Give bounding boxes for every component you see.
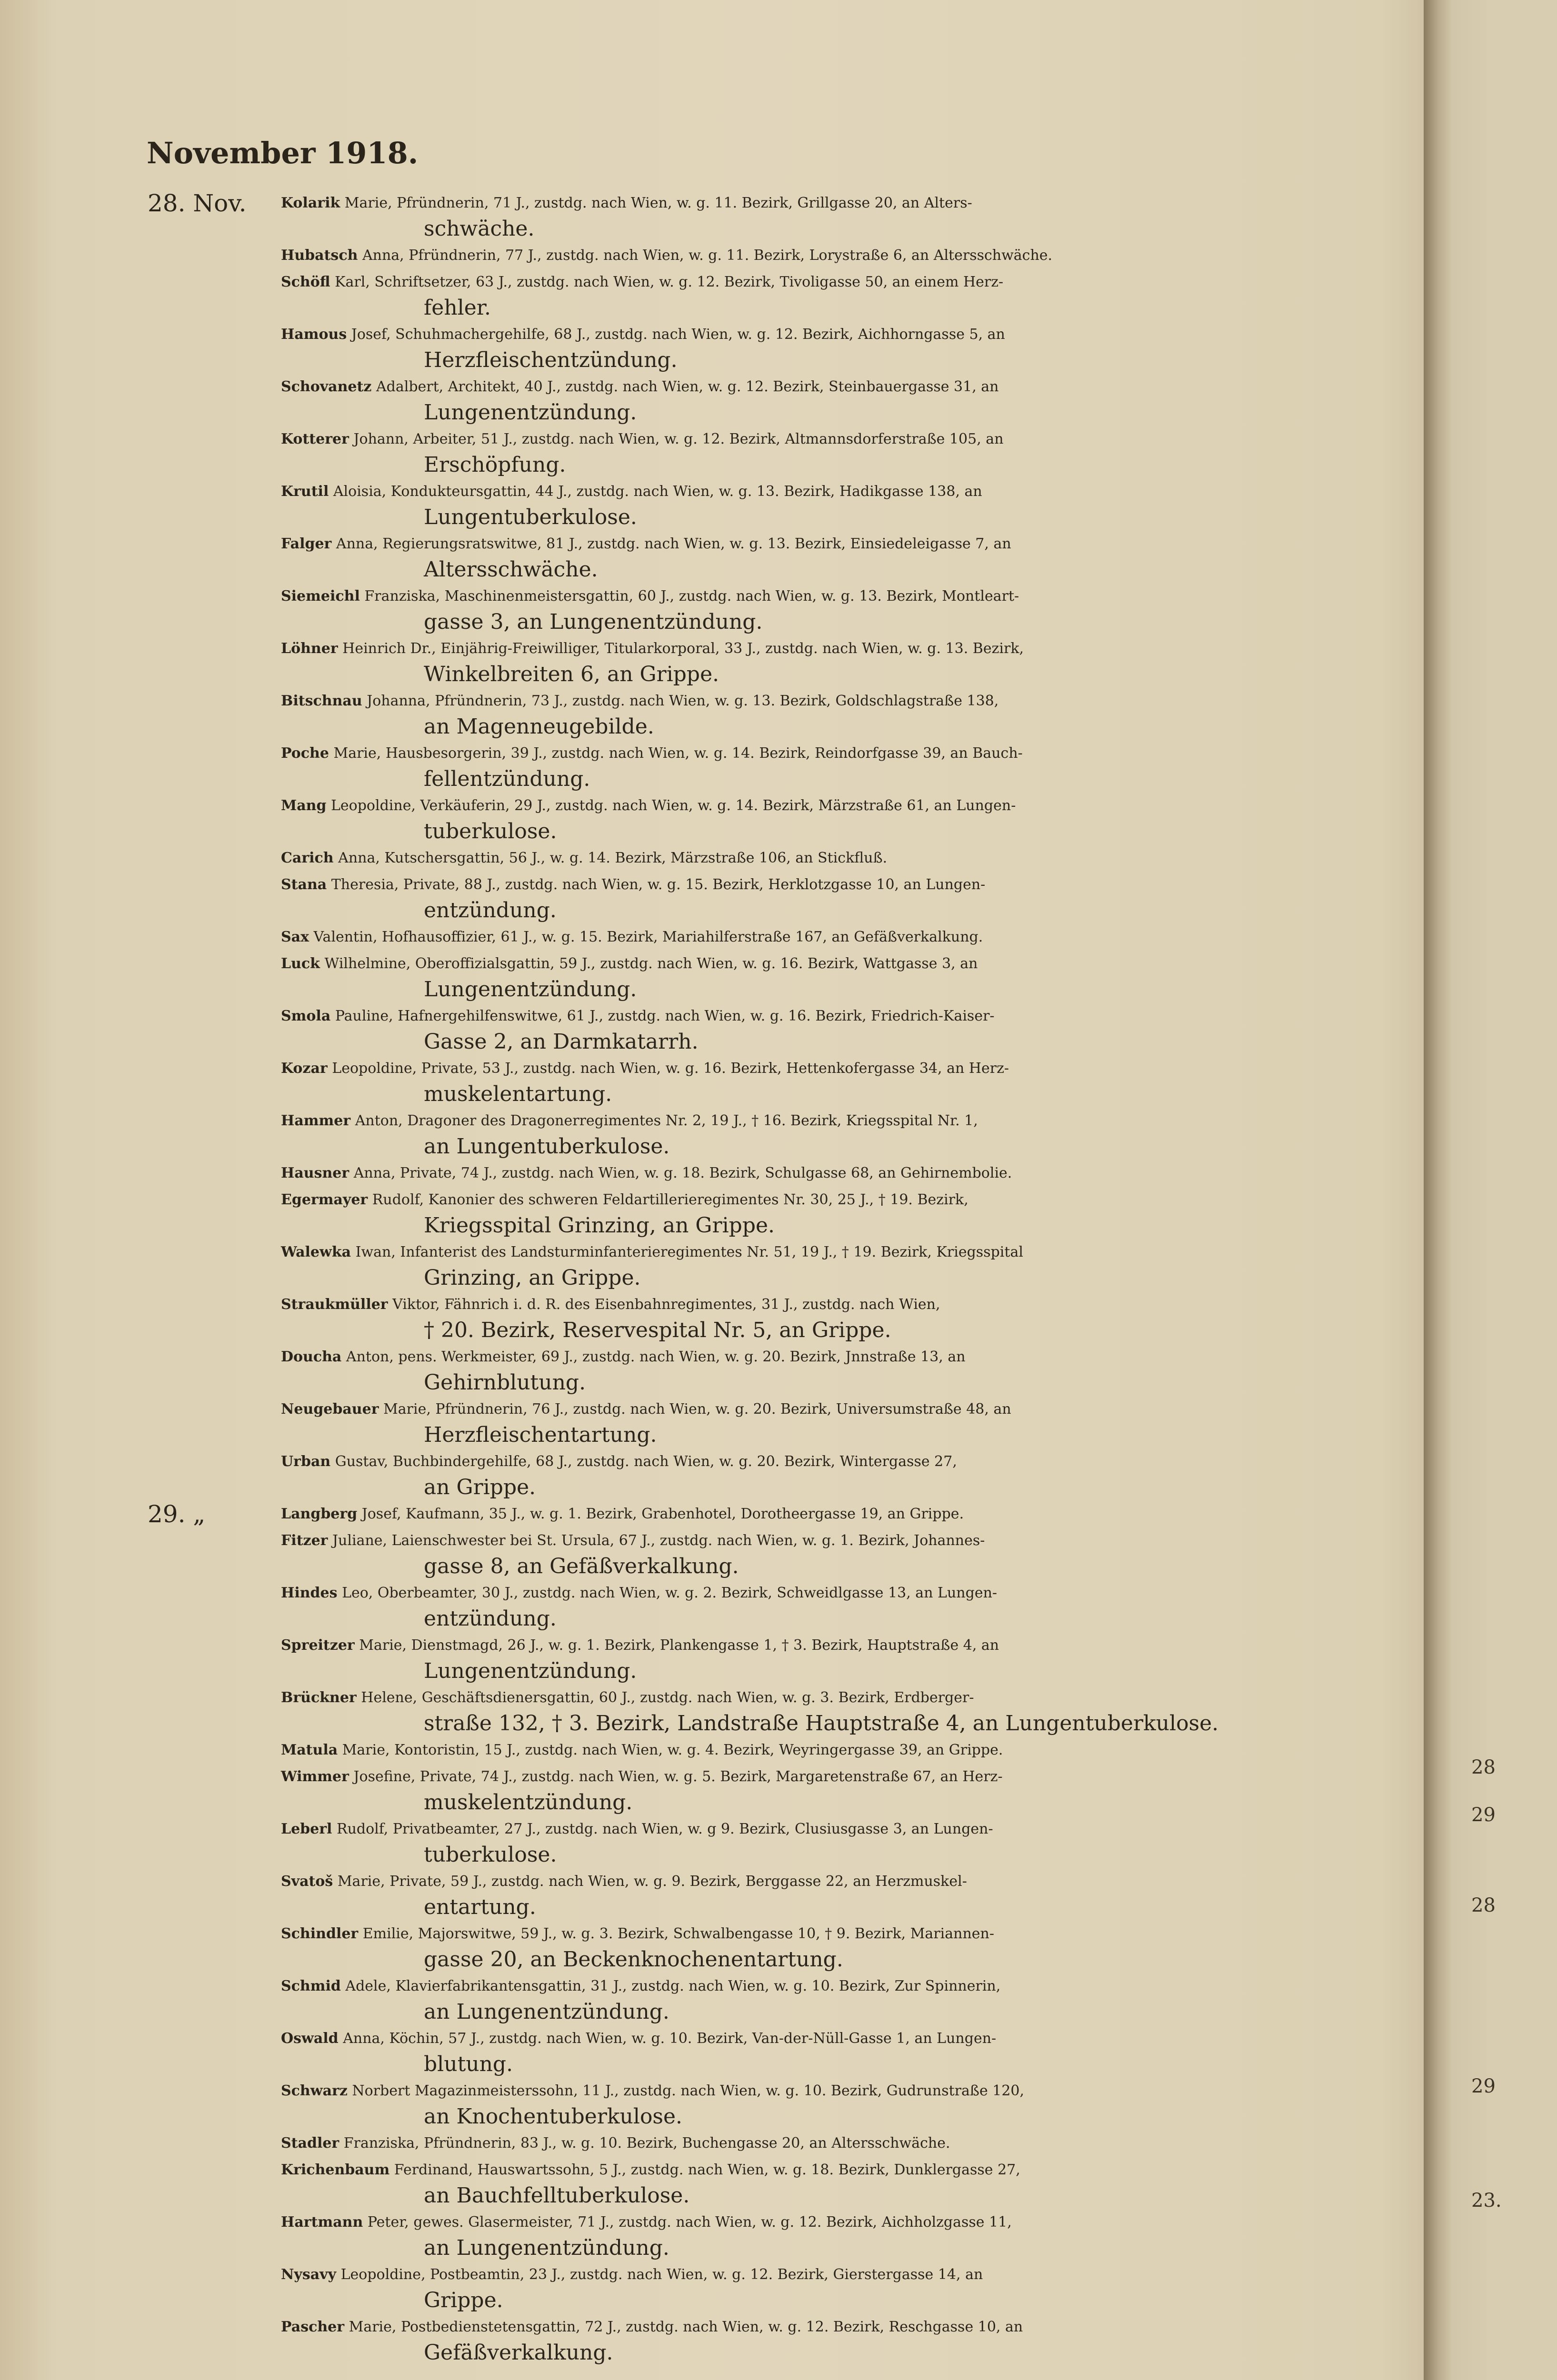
entry-text: Josefine, Private, 74 J., zustdg. nach Wien, w. g. 5. Bezirk, Margaretenstraße 67, an Herz- [353, 1768, 1003, 1785]
entry-first-line [281, 2210, 1557, 2235]
entry-surname: Hartmann [281, 2214, 363, 2231]
entry-surname: Nysavy [281, 2266, 337, 2283]
entry-text: Anna, Köchin, 57 J., zustdg. nach Wien, w. g. 10. Bezirk, Van-der-Nüll-Gasse 1, an Lungen- [343, 2030, 997, 2047]
entry-text: Rudolf, Privatbeamter, 27 J., zustdg. nach Wien, w. g 9. Bezirk, Clusiusgasse 3, an Lungen- [337, 1821, 993, 1837]
entry-text: Theresia, Private, 88 J., zustdg. nach Wien, w. g. 15. Bezirk, Herklotzgasse 10, an Lungen- [331, 876, 986, 893]
entry-continuation: gasse 20, an Beckenknochenentartung. [424, 1947, 843, 1972]
entry-surname: Luck [281, 955, 320, 972]
entry-continuation: gasse 8, an Gefäßverkalkung. [424, 1554, 739, 1578]
entry-text: Josef, Schuhmachergehilfe, 68 J., zustdg. nach Wien, w. g. 12. Bezirk, Aichhorngasse 5, an [351, 326, 1005, 343]
entry-first-line [281, 1056, 1557, 1081]
facing-page-fragment: 28 [1471, 1756, 1496, 1778]
entry-continuation: entzündung. [424, 898, 557, 922]
entry-first-line [281, 269, 1557, 295]
entry-text: Josef, Kaufmann, 35 J., w. g. 1. Bezirk, Grabenhotel, Dorotheergasse 19, an Grippe. [361, 1506, 964, 1522]
entry-continuation: entartung. [424, 1895, 536, 1919]
entry-date: 29. „ [148, 1500, 206, 1528]
entry-surname: Krichenbaum [281, 2162, 390, 2178]
entry-first-line [281, 2314, 1557, 2340]
entry-text: Anna, Private, 74 J., zustdg. nach Wien, w. g. 18. Bezirk, Schulgasse 68, an Gehirnembolie. [353, 1165, 1012, 1181]
entry-continuation: gasse 3, an Lungenentzündung. [424, 610, 763, 634]
entry-continuation: † 20. Bezirk, Reservespital Nr. 5, an Grippe. [424, 1318, 891, 1342]
entry-first-line [281, 636, 1557, 662]
entry-first-line [281, 426, 1557, 452]
entry-continuation: an Bauchfelltuberkulose. [424, 2183, 690, 2208]
entry-text: Aloisia, Kondukteursgattin, 44 J., zustdg. nach Wien, w. g. 13. Bezirk, Hadikgasse 138, an [333, 483, 982, 500]
entry-surname: Bitschnau [281, 693, 362, 709]
entry-first-line [281, 322, 1557, 347]
entry-continuation: fellentzündung. [424, 767, 590, 791]
entry-first-line [281, 584, 1557, 609]
entry-first-line [281, 2078, 1557, 2104]
entry-text: Marie, Pfründnerin, 76 J., zustdg. nach Wien, w. g. 20. Bezirk, Universumstraße 48, an [383, 1401, 1011, 1418]
entry-first-line [281, 1160, 1557, 1186]
entry-continuation: schwäche. [424, 217, 535, 241]
entry-continuation: Erschöpfung. [424, 453, 566, 477]
entry-continuation: Gehirnblutung. [424, 1370, 586, 1395]
entry-surname: Doucha [281, 1349, 342, 1365]
entry-text: Adele, Klavierfabrikantensgattin, 31 J., zustdg. nach Wien, w. g. 10. Bezirk, Zur Spinnerin, [345, 1978, 1001, 1994]
entry-continuation: Gasse 2, an Darmkatarrh. [424, 1030, 699, 1054]
entry-surname: Hamous [281, 326, 347, 343]
entry-first-line [281, 793, 1557, 819]
entry-continuation: Herzfleischentartung. [424, 1423, 657, 1447]
entry-surname: Egermayer [281, 1191, 368, 1208]
entry-first-line [281, 1108, 1557, 1134]
entry-first-line [281, 1816, 1557, 1842]
entry-first-line [281, 1344, 1557, 1370]
entry-surname: Sax [281, 929, 309, 945]
facing-page-fragment: 29 [1471, 1804, 1496, 1826]
entry-text: Johanna, Pfründnerin, 73 J., zustdg. nach Wien, w. g. 13. Bezirk, Goldschlagstraße 138, [367, 693, 999, 709]
entry-text: Valentin, Hofhausoffizier, 61 J., w. g. 15. Bezirk, Mariahilferstraße 167, an Gefäßverkalkung. [313, 929, 983, 945]
entry-continuation: an Grippe. [424, 1475, 536, 1499]
entry-surname: Stadler [281, 2135, 339, 2152]
entry-surname: Smola [281, 1008, 331, 1024]
entry-first-line [281, 1973, 1557, 1999]
entry-date: 28. Nov. [148, 189, 247, 217]
entry-surname: Matula [281, 1742, 338, 1758]
entry-text: Pauline, Hafnergehilfenswitwe, 61 J., zustdg. nach Wien, w. g. 16. Bezirk, Friedrich-Kaiser- [335, 1008, 995, 1024]
entry-continuation: Gefäßverkalkung. [424, 2340, 613, 2365]
entry-first-line [281, 1501, 1557, 1527]
entry-surname: Urban [281, 1453, 331, 1470]
entry-first-line [281, 1240, 1557, 1265]
entry-text: Karl, Schriftsetzer, 63 J., zustdg. nach Wien, w. g. 12. Bezirk, Tivoligasse 50, an einem Herz- [335, 274, 1004, 290]
entry-text: Marie, Postbedienstetensgattin, 72 J., zustdg. nach Wien, w. g. 12. Bezirk, Reschgasse 10, an [349, 2319, 1023, 2335]
entry-text: Leopoldine, Verkäuferin, 29 J., zustdg. nach Wien, w. g. 14. Bezirk, Märzstraße 61, an Lungen- [330, 797, 1016, 814]
entry-surname: Siemeichl [281, 588, 360, 605]
entry-first-line [281, 1737, 1557, 1763]
entry-text: Rudolf, Kanonier des schweren Feldartillerieregimentes Nr. 30, 25 J., † 19. Bezirk, [372, 1191, 968, 1208]
entry-continuation: an Knochentuberkulose. [424, 2104, 683, 2129]
entry-first-line [281, 872, 1557, 898]
entry-text: Gustav, Buchbindergehilfe, 68 J., zustdg. nach Wien, w. g. 20. Bezirk, Wintergasse 27, [335, 1453, 957, 1470]
entry-surname: Falger [281, 536, 332, 552]
entry-first-line [281, 1580, 1557, 1606]
entry-first-line [281, 479, 1557, 505]
entry-text: Anna, Kutschersgattin, 56 J., w. g. 14. Bezirk, Märzstraße 106, an Stickfluß. [338, 850, 888, 866]
entry-first-line [281, 2131, 1557, 2156]
entry-text: Marie, Kontoristin, 15 J., zustdg. nach Wien, w. g. 4. Bezirk, Weyringergasse 39, an Grippe. [342, 1742, 1003, 1758]
entry-text: Marie, Private, 59 J., zustdg. nach Wien, w. g. 9. Bezirk, Berggasse 22, an Herzmuskel- [337, 1873, 967, 1890]
entry-surname: Schöfl [281, 274, 330, 290]
entry-continuation: Kriegsspital Grinzing, an Grippe. [424, 1213, 775, 1238]
entry-text: Peter, gewes. Glasermeister, 71 J., zustdg. nach Wien, w. g. 12. Bezirk, Aichholzgasse 11, [367, 2214, 1012, 2231]
entry-continuation: Grippe. [424, 2288, 503, 2312]
entry-text: Wilhelmine, Oberoffizialsgattin, 59 J., zustdg. nach Wien, w. g. 16. Bezirk, Wattgasse 3, an [324, 955, 978, 972]
entry-first-line [281, 1187, 1557, 1213]
entry-first-line [281, 1921, 1557, 1947]
entry-surname: Mang [281, 797, 327, 814]
entry-text: Leo, Oberbeamter, 30 J., zustdg. nach Wien, w. g. 2. Bezirk, Schweidlgasse 13, an Lungen- [342, 1585, 998, 1601]
entry-first-line [281, 1292, 1557, 1318]
entry-text: Anna, Pfründnerin, 77 J., zustdg. nach Wien, w. g. 11. Bezirk, Lorystraße 6, an Altersschwäche. [362, 247, 1053, 264]
entry-surname: Oswald [281, 2030, 339, 2047]
facing-page-fragment: 23. [1471, 2190, 1502, 2211]
entry-continuation: muskelentzündung. [424, 1790, 633, 1815]
entry-first-line [281, 1528, 1557, 1554]
entry-first-line [281, 845, 1557, 871]
entry-first-line [281, 688, 1557, 714]
entry-surname: Fitzer [281, 1532, 328, 1549]
entry-first-line [281, 1633, 1557, 1658]
entry-surname: Hammer [281, 1112, 351, 1129]
entry-text: Viktor, Fähnrich i. d. R. des Eisenbahnregimentes, 31 J., zustdg. nach Wien, [392, 1296, 940, 1313]
entry-text: Johann, Arbeiter, 51 J., zustdg. nach Wien, w. g. 12. Bezirk, Altmannsdorferstraße 105, an [353, 431, 1004, 447]
entry-text: Franziska, Maschinenmeistersgattin, 60 J., zustdg. nach Wien, w. g. 13. Bezirk, Montleart- [364, 588, 1019, 605]
entry-continuation: Lungentuberkulose. [424, 505, 637, 529]
entry-surname: Leberl [281, 1821, 332, 1837]
entry-surname: Krutil [281, 483, 329, 500]
entry-continuation: fehler. [424, 296, 491, 320]
entry-surname: Schovanetz [281, 378, 372, 395]
entry-continuation: straße 132, † 3. Bezirk, Landstraße Hauptstraße 4, an Lungentuberkulose. [424, 1711, 1219, 1735]
entry-surname: Carich [281, 850, 334, 866]
entry-text: Leopoldine, Postbeamtin, 23 J., zustdg. nach Wien, w. g. 12. Bezirk, Gierstergasse 14, an [340, 2266, 983, 2283]
entry-surname: Brückner [281, 1689, 357, 1706]
entry-surname: Poche [281, 745, 329, 762]
entry-first-line [281, 1449, 1557, 1475]
entry-continuation: blutung. [424, 2052, 513, 2076]
entry-first-line [281, 951, 1557, 977]
entry-continuation: Grinzing, an Grippe. [424, 1266, 641, 1290]
entry-first-line [281, 1764, 1557, 1790]
entry-first-line [281, 1397, 1557, 1422]
entry-surname: Neugebauer [281, 1401, 379, 1418]
entry-first-line [281, 374, 1557, 400]
entry-continuation: Herzfleischentzündung. [424, 348, 678, 372]
entry-surname: Walewka [281, 1244, 351, 1260]
entry-surname: Löhner [281, 640, 338, 657]
entry-surname: Spreitzer [281, 1637, 355, 1654]
entry-text: Heinrich Dr., Einjährig-Freiwilliger, Titularkorporal, 33 J., zustdg. nach Wien, w. g. 13. Bezirk, [342, 640, 1024, 657]
entry-first-line [281, 2157, 1557, 2183]
entry-first-line [281, 2026, 1557, 2052]
entry-continuation: an Lungenentzündung. [424, 2236, 669, 2260]
entry-continuation: Winkelbreiten 6, an Grippe. [424, 662, 719, 686]
entry-continuation: Lungenentzündung. [424, 400, 637, 425]
entry-surname: Langberg [281, 1506, 358, 1522]
entry-text: Anton, Dragoner des Dragonerregimentes Nr. 2, 19 J., † 16. Bezirk, Kriegsspital Nr. 1, [355, 1112, 978, 1129]
entry-text: Anna, Regierungsratswitwe, 81 J., zustdg. nach Wien, w. g. 13. Bezirk, Einsiedeleigasse 7, an [336, 536, 1011, 552]
entry-text: Anton, pens. Werkmeister, 69 J., zustdg. nach Wien, w. g. 20. Bezirk, Jnnstraße 13, an [346, 1349, 966, 1365]
entry-first-line [281, 924, 1557, 950]
entry-surname: Stana [281, 876, 327, 893]
entry-continuation: an Lungenentzündung. [424, 2000, 669, 2024]
entry-surname: Schindler [281, 1925, 359, 1942]
entry-first-line [281, 190, 1557, 216]
entry-text: Marie, Dienstmagd, 26 J., w. g. 1. Bezirk, Plankengasse 1, † 3. Bezirk, Hauptstraße 4, an [359, 1637, 999, 1654]
facing-page-fragment: 28 [1471, 1894, 1496, 1916]
entry-text: Iwan, Infanterist des Landsturminfanterieregimentes Nr. 51, 19 J., † 19. Bezirk, Kriegsspital [355, 1244, 1023, 1260]
entry-text: Juliane, Laienschwester bei St. Ursula, 67 J., zustdg. nach Wien, w. g. 1. Bezirk, Johannes- [332, 1532, 985, 1549]
entry-text: Ferdinand, Hauswartssohn, 5 J., zustdg. nach Wien, w. g. 18. Bezirk, Dunklergasse 27, [394, 2162, 1020, 2178]
entry-surname: Hindes [281, 1585, 338, 1601]
entry-surname: Hubatsch [281, 247, 358, 264]
entry-first-line [281, 1869, 1557, 1894]
entry-first-line [281, 2262, 1557, 2288]
entry-continuation: entzündung. [424, 1606, 557, 1631]
entry-continuation: an Lungentuberkulose. [424, 1134, 670, 1159]
entry-text: Helene, Geschäftsdienersgattin, 60 J., zustdg. nach Wien, w. g. 3. Bezirk, Erdberger- [361, 1689, 974, 1706]
entry-text: Emilie, Majorswitwe, 59 J., w. g. 3. Bezirk, Schwalbengasse 10, † 9. Bezirk, Mariannen- [362, 1925, 994, 1942]
entry-continuation: muskelentartung. [424, 1082, 612, 1106]
entry-continuation: an Magenneugebilde. [424, 714, 654, 739]
entry-surname: Wimmer [281, 1768, 349, 1785]
page-header: November 1918. [147, 136, 419, 170]
entry-text: Adalbert, Architekt, 40 J., zustdg. nach Wien, w. g. 12. Bezirk, Steinbauergasse 31, an [376, 378, 999, 395]
entry-text: Franziska, Pfründnerin, 83 J., w. g. 10. Bezirk, Buchengasse 20, an Altersschwäche. [343, 2135, 950, 2152]
entry-continuation: tuberkulose. [424, 1843, 557, 1867]
entry-surname: Schmid [281, 1978, 341, 1994]
entry-surname: Schwarz [281, 2082, 348, 2099]
entry-surname: Kozar [281, 1060, 328, 1077]
entry-text: Leopoldine, Private, 53 J., zustdg. nach Wien, w. g. 16. Bezirk, Hettenkofergasse 34, an Herz- [332, 1060, 1009, 1077]
entry-surname: Straukmüller [281, 1296, 388, 1313]
entry-text: Marie, Pfründnerin, 71 J., zustdg. nach Wien, w. g. 11. Bezirk, Grillgasse 20, an Alters- [344, 195, 972, 211]
entry-surname: Pascher [281, 2319, 345, 2335]
entry-continuation: tuberkulose. [424, 819, 557, 843]
entry-first-line [281, 741, 1557, 766]
entry-continuation: Lungenentzündung. [424, 1659, 637, 1683]
entry-first-line [281, 531, 1557, 557]
entry-first-line [281, 1685, 1557, 1711]
entry-first-line [281, 243, 1557, 268]
entry-first-line [281, 1003, 1557, 1029]
entry-continuation: Altersschwäche. [424, 557, 598, 582]
entry-text: Marie, Hausbesorgerin, 39 J., zustdg. nach Wien, w. g. 14. Bezirk, Reindorfgasse 39, an Bauch- [333, 745, 1023, 762]
entry-text: Norbert Magazinmeisterssohn, 11 J., zustdg. nach Wien, w. g. 10. Bezirk, Gudrunstraße 120, [352, 2082, 1025, 2099]
entry-surname: Kotterer [281, 431, 349, 447]
entry-continuation: Lungenentzündung. [424, 977, 637, 1002]
entry-surname: Kolarik [281, 195, 340, 211]
entry-surname: Svatoš [281, 1873, 333, 1890]
entry-surname: Hausner [281, 1165, 349, 1181]
facing-page-fragment: 29 [1471, 2075, 1496, 2097]
